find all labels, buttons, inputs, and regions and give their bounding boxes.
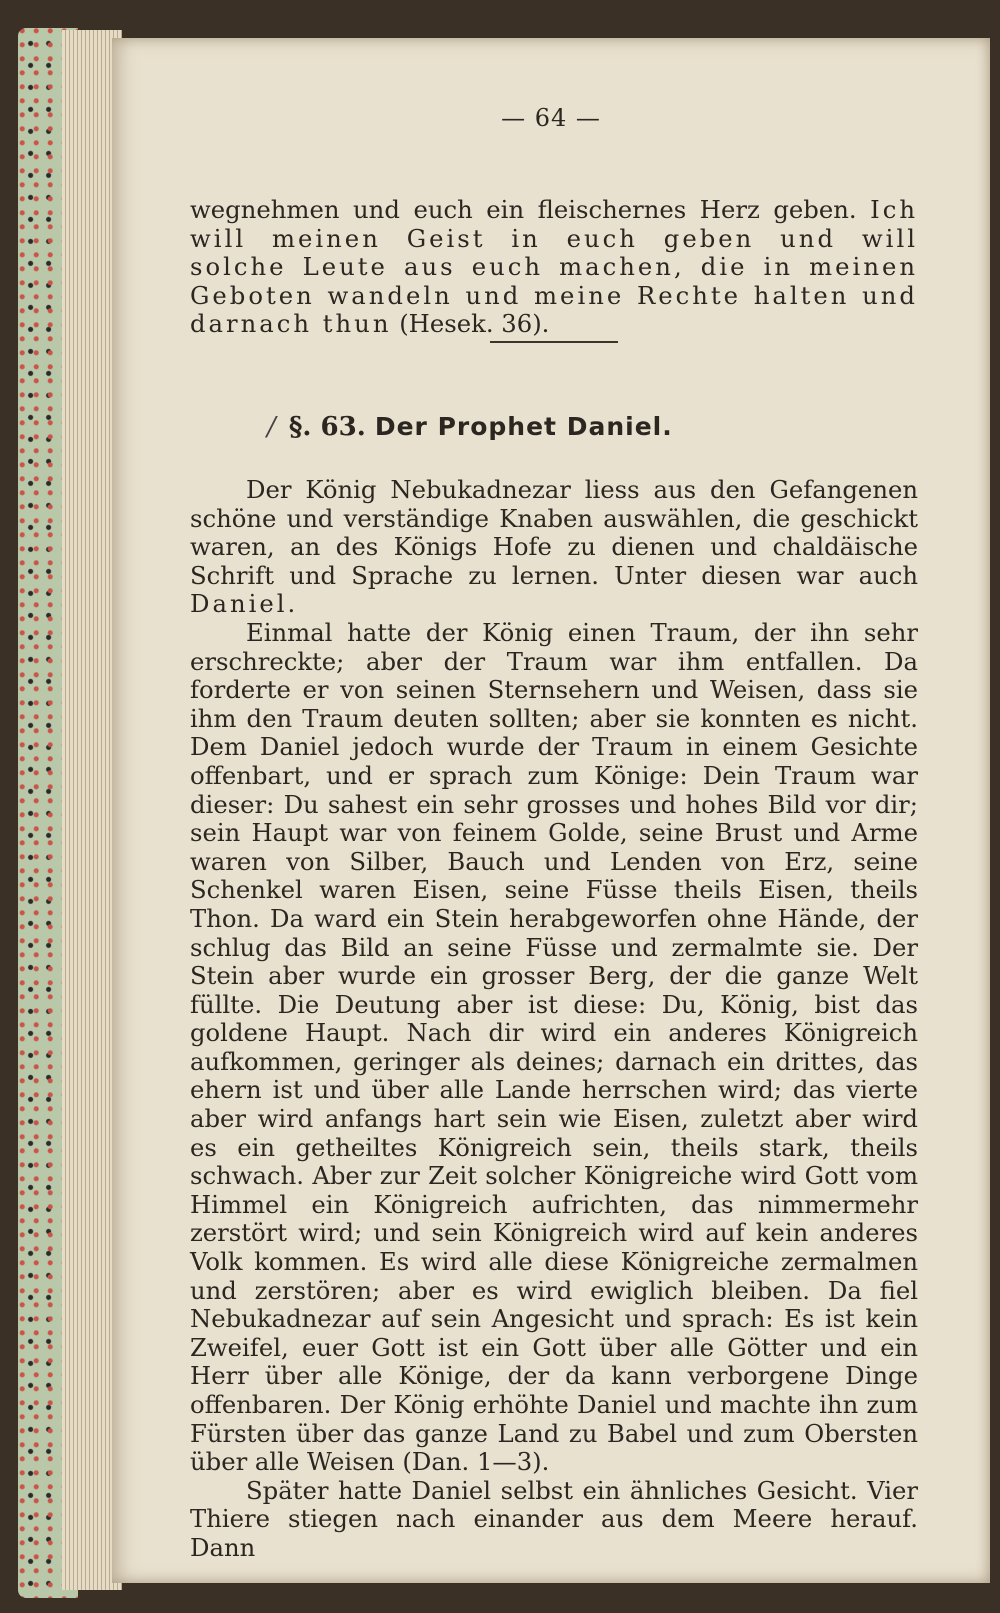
section-title: Der Prophet Daniel. [374, 412, 673, 441]
paragraph-1-text: Der König Nebukadnezar liess aus den Gefangenen schöne und verständige Knaben auswählen, die geschickt waren, an des Königs Hofe zu dienen und chaldäische Schrift und Sprache zu lernen. Unter diesen war auch [190, 475, 918, 590]
book-page [112, 38, 990, 1583]
paragraph-2: Einmal hatte der König einen Traum, der ihn sehr erschreckte; aber der Traum war ihm entfallen. Da forderte er von seinen Sternsehern und Weisen, dass sie ihm den Traum deuten sollten; aber sie konnten es nicht. Dem Daniel jedoch wurde der Traum in einem Gesichte offenbart, und er sprach zum Könige: Dein Traum war dieser: Du sahest ein sehr grosses und hohes Bild vor dir; sein Haupt war von feinem Golde, seine Brust und Arme waren von Silber, Bauch und Lenden von Erz, seine Schenkel waren Eisen, seine Füsse theils Eisen, theils Thon. Da ward ein Stein herabgeworfen ohne Hände, der schlug das Bild an seine Füsse und zermalmte sie. Der Stein aber wurde ein grosser Berg, der die ganze Welt füllte. Die Deutung aber ist diese: Du, König, bist das goldene Haupt. Nach dir wird ein anderes Königreich aufkommen, geringer als deines; darnach ein drittes, das ehern ist und über alle Lande herrschen wird; das vierte aber wird anfangs hart sein wie Eisen, zuletzt aber wird es ein getheiltes Königreich sein, theils stark, theils schwach. Aber zur Zeit solcher Königreiche wird Gott vom Himmel ein Königreich aufrichten, das nimmermehr zerstört wird; und sein Königreich wird auf kein anderes Volk kommen. Es wird alle diese Königreiche zermalmen und zerstören; aber es wird ewiglich bleiben. Da fiel Nebukadnezar auf sein Angesicht und sprach: Es ist kein Zweifel, euer Gott ist ein Gott über alle Götter und ein Herr über alle Könige, der da kann verborgene Dinge offenbaren. Der König erhöhte Daniel und machte ihn zum Fürsten über das ganze Land zu Babel und zum Obersten über alle Weisen (Dan. 1—3). [190, 617, 918, 1477]
page-number: — 64 — [501, 104, 601, 132]
section-heading [267, 412, 673, 442]
section-divider [490, 341, 618, 343]
section-number: §. 63. [288, 412, 366, 442]
top-paragraph [190, 196, 918, 339]
body-text [190, 476, 918, 1563]
paragraph-1-name: Daniel. [190, 589, 299, 619]
paragraph-3: Später hatte Daniel selbst ein ähnliches Gesicht. Vier Thiere stiegen nach einander aus dem Meere herauf. Dann [190, 1475, 918, 1562]
top-paragraph-text: wegnehmen und euch ein fleischernes Herz geben. [190, 195, 871, 224]
top-paragraph-citation: (Hesek. 36). [391, 309, 550, 339]
pencil-mark: / [267, 412, 276, 442]
paragraph-1 [190, 476, 918, 619]
top-paragraph-spaced-quote: Ich will meinen Geist in euch geben und will solche Leute aus euch machen, die in meinen Geboten wandeln und meine Rechte halten und darnach thun [190, 195, 918, 339]
